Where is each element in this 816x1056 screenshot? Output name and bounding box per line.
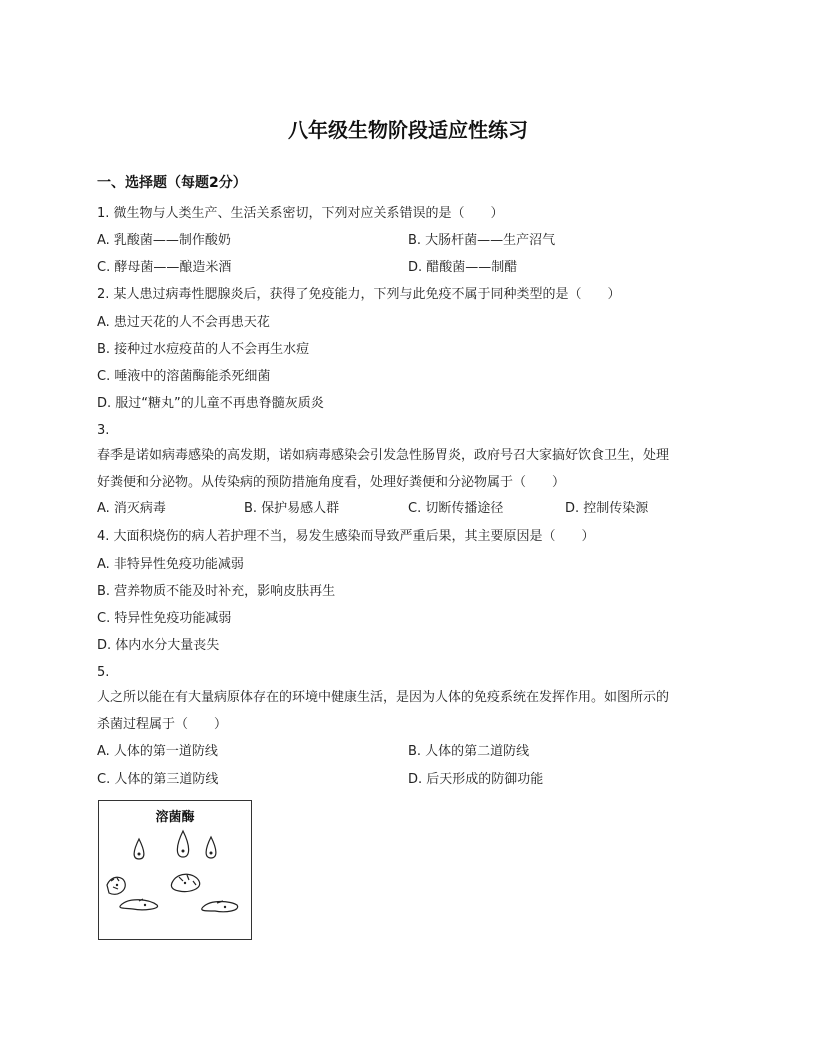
question-4-stem: 4. 大面积烧伤的病人若护理不当，易发生感染而导致严重后果，其主要原因是（ ） (97, 529, 595, 544)
question-4-option-c: C. 特异性免疫功能减弱 (97, 611, 232, 626)
question-3-number: 3. (97, 423, 110, 438)
question-5-option-a: A. 人体的第一道防线 (97, 744, 218, 759)
question-1-stem: 1. 微生物与人类生产、生活关系密切，下列对应关系错误的是（ ） (97, 206, 504, 221)
section-heading: 一、选择题（每题2分） (97, 175, 247, 191)
debris-1 (120, 900, 158, 910)
question-5-number: 5. (97, 665, 110, 680)
question-1-option-d: D. 醋酸菌——制醋 (408, 260, 518, 275)
lysozyme-figure (98, 800, 252, 940)
droplet-1 (134, 839, 144, 859)
question-5-option-c: C. 人体的第三道防线 (97, 772, 219, 787)
question-5-option-b: B. 人体的第二道防线 (408, 744, 530, 759)
question-3-stem-line-2: 好粪便和分泌物。从传染病的预防措施角度看，处理好粪便和分泌物属于（ ） (97, 475, 566, 490)
question-2-option-b: B. 接种过水痘疫苗的人不会再生水痘 (97, 342, 310, 357)
question-3-stem-line-1: 春季是诺如病毒感染的高发期，诺如病毒感染会引发急性肠胃炎，政府号召大家搞好饮食卫生，处理 (97, 448, 670, 463)
question-5-option-d: D. 后天形成的防御功能 (408, 772, 544, 787)
debris-2 (202, 902, 238, 912)
droplet-3 (206, 837, 216, 858)
page-title: 八年级生物阶段适应性练习 (288, 118, 528, 142)
question-4-option-b: B. 营养物质不能及时补充，影响皮肤再生 (97, 584, 336, 599)
question-1-option-b: B. 大肠杆菌——生产沼气 (408, 233, 556, 248)
question-5-stem-line-1: 人之所以能在有大量病原体存在的环境中健康生活，是因为人体的免疫系统在发挥作用。如图所示的 (97, 690, 670, 705)
question-3-option-a: A. 消灭病毒 (97, 501, 166, 516)
question-2-option-a: A. 患过天花的人不会再患天花 (97, 315, 270, 330)
question-4-option-a: A. 非特异性免疫功能减弱 (97, 557, 244, 572)
question-4-option-d: D. 体内水分大量丧失 (97, 638, 220, 653)
question-2-option-c: C. 唾液中的溶菌酶能杀死细菌 (97, 369, 271, 384)
question-3-option-d: D. 控制传染源 (565, 501, 649, 516)
question-5-stem-line-2: 杀菌过程属于（ ） (97, 717, 228, 732)
question-2-stem: 2. 某人患过病毒性腮腺炎后，获得了免疫能力，下列与此免疫不属于同种类型的是（ ） (97, 287, 621, 302)
question-1-option-a: A. 乳酸菌——制作酸奶 (97, 233, 231, 248)
question-3-option-b: B. 保护易感人群 (244, 501, 340, 516)
question-3-option-c: C. 切断传播途径 (408, 501, 504, 516)
droplet-2 (177, 831, 188, 857)
figure-label: 溶菌酶 (155, 810, 195, 825)
question-1-option-c: C. 酵母菌——酿造米酒 (97, 260, 232, 275)
question-2-option-d: D. 服过“糖丸”的儿童不再患脊髓灰质炎 (97, 396, 324, 411)
lysozyme-illustration (99, 801, 253, 941)
